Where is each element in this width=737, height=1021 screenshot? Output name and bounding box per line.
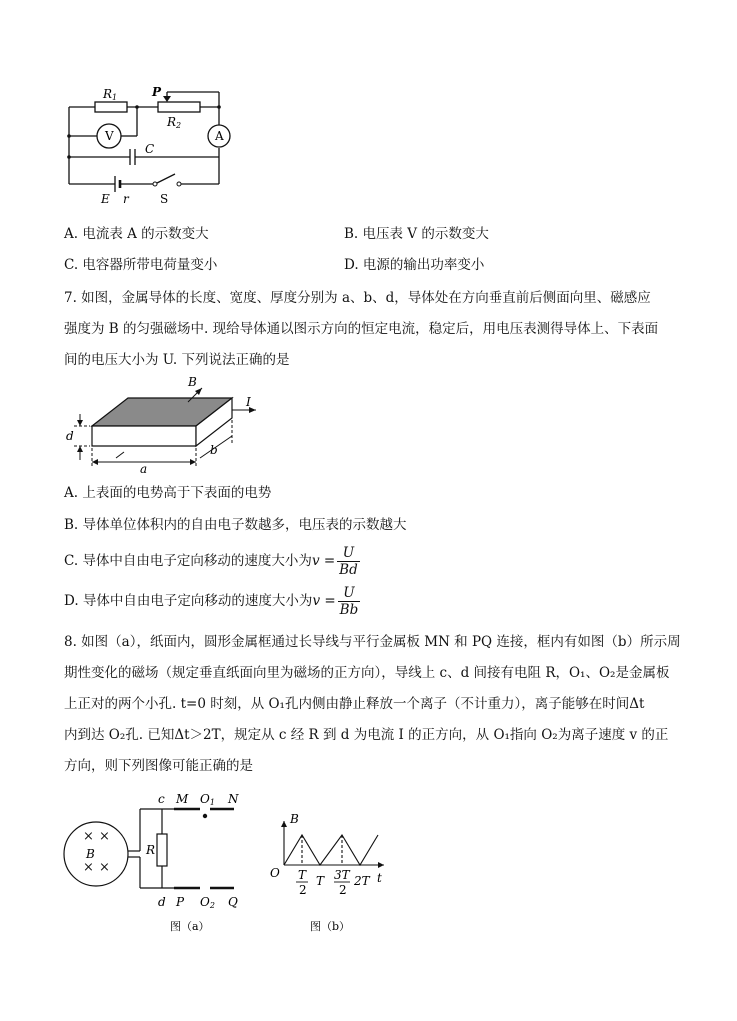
tick-3half-T-num: 3T (334, 868, 350, 882)
q7-option-b[interactable]: B. 导体单位体积内的自由电子数越多，电压表的示数越大 (64, 517, 407, 533)
label-R: R (146, 843, 156, 857)
origin-label-O: O (270, 866, 280, 880)
circuit-figure (55, 80, 245, 210)
q6-option-d[interactable]: D. 电源的输出功率变小 (344, 257, 485, 273)
cross-mark: × (99, 829, 110, 844)
axis-label-t: t (377, 871, 382, 885)
label-E: E (101, 192, 110, 206)
label-O1: O1 (200, 792, 215, 807)
label-R1: R1 (103, 87, 118, 102)
label-length-a: a (140, 462, 148, 474)
label-d: d (158, 895, 166, 909)
tick-3half-T-den: 2 (339, 883, 347, 897)
label-B-inside: B (86, 847, 95, 861)
label-O2: O2 (200, 895, 215, 910)
axis-label-B: B (290, 812, 299, 826)
q7-option-a[interactable]: A. 上表面的电势高于下表面的电势 (64, 485, 272, 501)
q7-stem-line3: 间的电压大小为 U. 下列说法正确的是 (64, 352, 290, 368)
figure-a-caption: 图（a） (170, 920, 210, 933)
cross-mark: × (83, 829, 94, 844)
q8-stem-line5: 方向，则下列图像可能正确的是 (64, 758, 253, 774)
q8-stem-line3: 上正对的两个小孔. t=0 时刻，从 O₁孔内侧由静止释放一个离子（不计重力），离子能够在时间Δt (64, 696, 645, 712)
voltmeter-label: V (105, 129, 114, 143)
q8-stem-line4: 内到达 O₂孔. 已知Δt＞2T，规定从 c 经 R 到 d 为电流 I 的正方向，从 O₁指向 O₂为离子速度 v 的正 (64, 727, 669, 743)
q6-option-b[interactable]: B. 电压表 V 的示数变大 (344, 226, 489, 242)
q7-option-c[interactable]: C. 导体中自由电子定向移动的速度大小为v = $\frac{U}{Bd}$ (64, 545, 358, 578)
label-P-plate: P (176, 895, 185, 909)
q7-stem-line2: 强度为 B 的匀强磁场中. 现给导体通以图示方向的恒定电流，稳定后，用电压表测得导体上、下表面 (64, 321, 659, 337)
cross-mark: × (99, 860, 110, 875)
figure-b-b-t-graph (268, 805, 398, 935)
label-M: M (176, 792, 189, 806)
label-c: c (158, 792, 165, 806)
cross-mark: × (83, 860, 94, 875)
label-r: r (123, 192, 129, 206)
conductor-figure (60, 374, 280, 474)
label-P: P (152, 85, 162, 99)
label-width-b: b (210, 443, 218, 457)
tick-half-T-den: 2 (299, 883, 307, 897)
label-B-field: B (188, 375, 197, 389)
ammeter-label: A (215, 129, 224, 143)
q8-stem-line2: 期性变化的磁场（规定垂直纸面向里为磁场的正方向），导线上 c、d 间接有电阻 R，O₁、O₂是金属板 (64, 665, 670, 681)
label-current-I: I (246, 395, 251, 409)
label-Q: Q (228, 895, 238, 909)
q6-option-a[interactable]: A. 电流表 A 的示数变大 (64, 226, 209, 242)
q6-option-c[interactable]: C. 电容器所带电荷量变小 (64, 257, 218, 273)
tick-half-T-num: T (298, 868, 307, 882)
label-thickness-d: d (66, 429, 74, 443)
label-S: S (160, 192, 169, 206)
figure-b-caption: 图（b） (310, 920, 351, 933)
figure-a-frame-and-plates (58, 790, 268, 940)
label-R2: R2 (167, 115, 182, 130)
q7-stem-line1: 7. 如图，金属导体的长度、宽度、厚度分别为 a、b、d，导体处在方向垂直前后侧面向里、磁感应 (64, 290, 651, 306)
label-N: N (228, 792, 239, 806)
q7-option-d[interactable]: D. 导体中自由电子定向移动的速度大小为v = $\frac{U}{Bb}$ (64, 585, 359, 618)
tick-2T: 2T (354, 874, 370, 888)
label-C: C (145, 142, 155, 156)
tick-T: T (316, 874, 325, 888)
q8-stem-line1: 8. 如图（a），纸面内，圆形金属框通过长导线与平行金属板 MN 和 PQ 连接，框内有如图（b）所示周 (64, 634, 681, 650)
